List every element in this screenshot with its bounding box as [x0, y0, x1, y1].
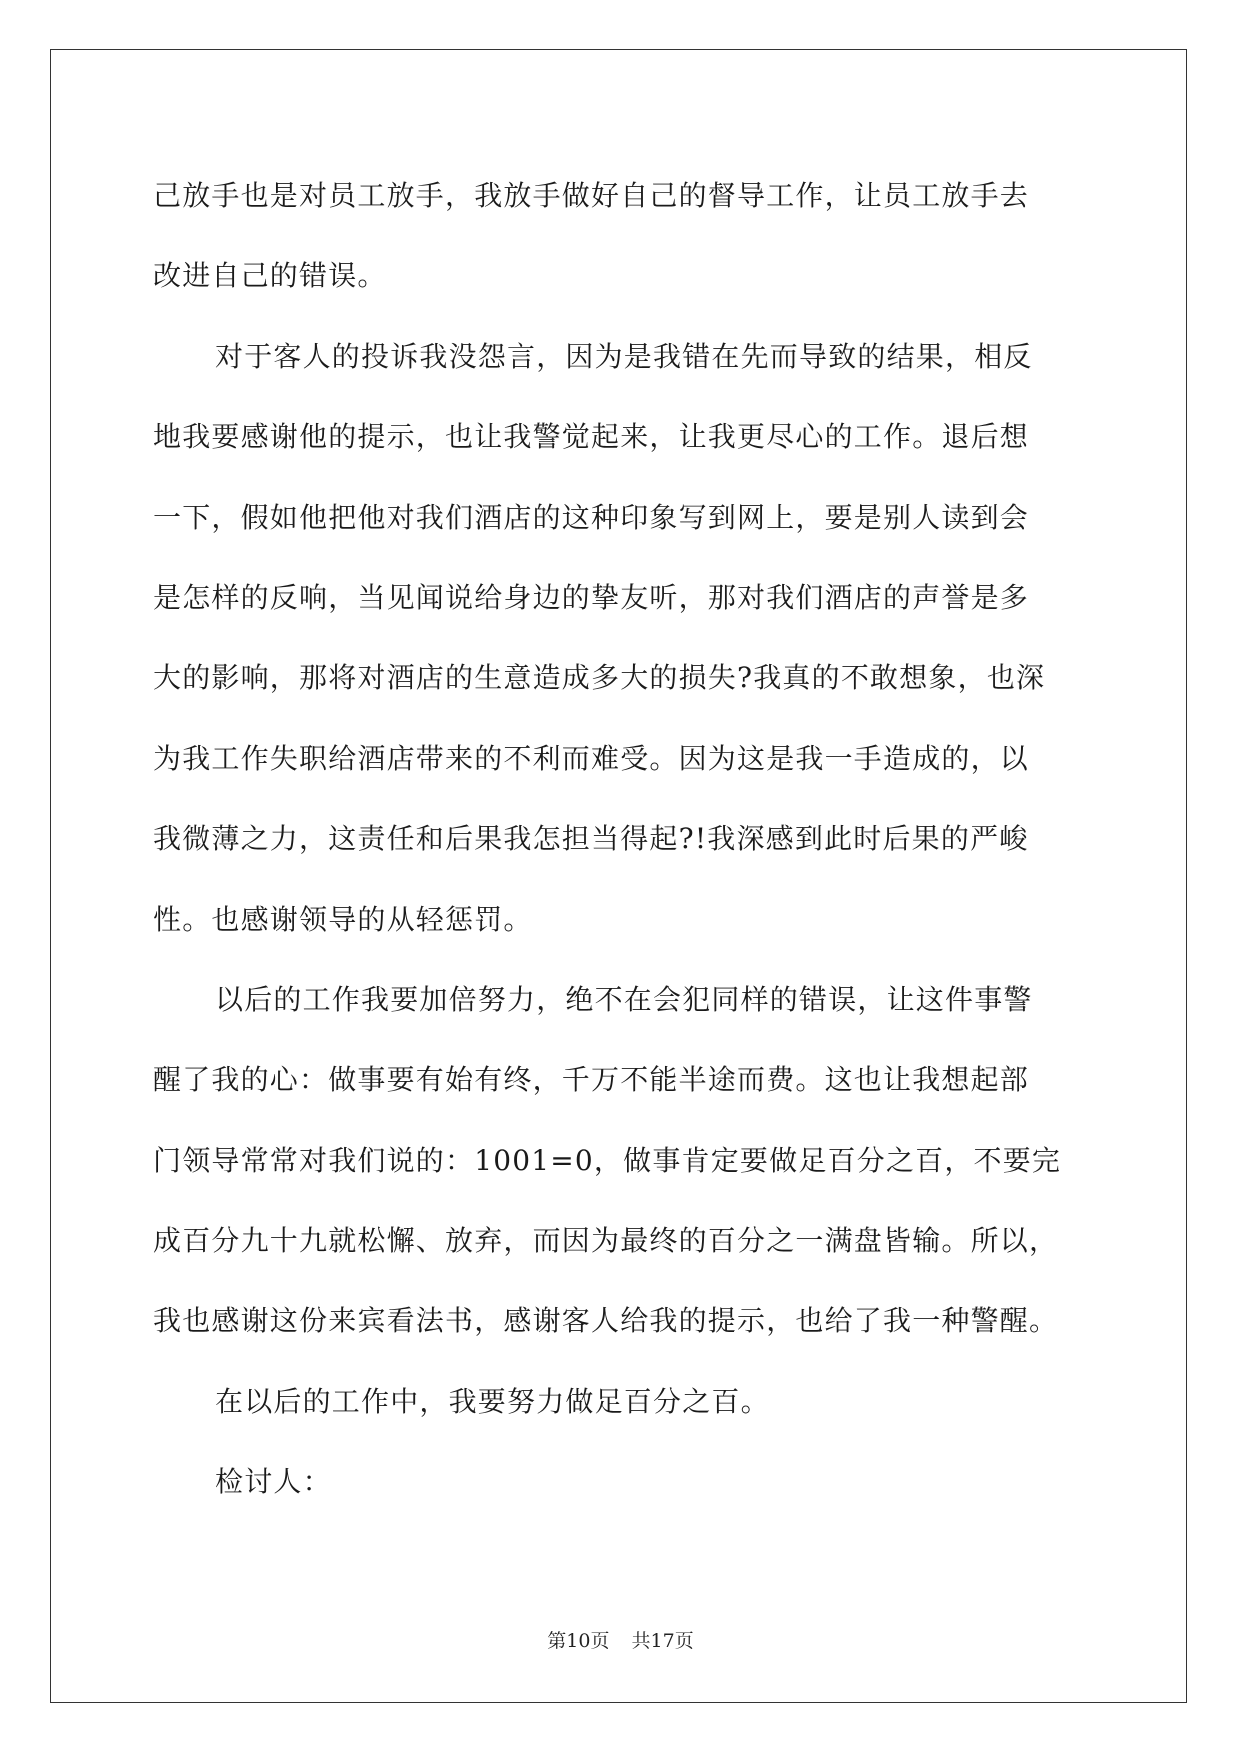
text-line: 门领导常常对我们说的：1001=0，做事肯定要做足百分之百，不要完	[153, 1143, 1062, 1177]
text-line: 性。也感谢领导的从轻惩罚。	[153, 902, 533, 936]
text-line: 成百分九十九就松懈、放弃，而因为最终的百分之一满盘皆输。所以，	[153, 1224, 1059, 1258]
paragraph-start-line: 对于客人的投诉我没怨言，因为是我错在先而导致的结果，相反	[215, 339, 1033, 373]
text-line: 一下，假如他把他对我们酒店的这种印象写到网上，要是别人读到会	[153, 500, 1030, 534]
total-pages: 共17页	[631, 1630, 694, 1652]
text-line: 我微薄之力，这责任和后果我怎担当得起?!我深感到此时后果的严峻	[153, 822, 1029, 856]
page-number: 第10页	[547, 1630, 610, 1652]
text-line: 醒了我的心：做事要有始有终，千万不能半途而费。这也让我想起部	[153, 1063, 1030, 1097]
page-footer	[0, 1626, 1241, 1653]
paragraph-start-line: 以后的工作我要加倍努力，绝不在会犯同样的错误，让这件事警	[215, 982, 1033, 1016]
text-line: 地我要感谢他的提示，也让我警觉起来，让我更尽心的工作。退后想	[153, 420, 1030, 454]
paragraph-start-line: 在以后的工作中，我要努力做足百分之百。	[215, 1384, 770, 1418]
signature-label: 检讨人：	[215, 1465, 332, 1499]
text-line: 改进自己的错误。	[153, 259, 387, 293]
text-line: 为我工作失职给酒店带来的不利而难受。因为这是我一手造成的，以	[153, 741, 1030, 775]
text-line: 大的影响，那将对酒店的生意造成多大的损失?我真的不敢想象，也深	[153, 661, 1046, 695]
text-line: 己放手也是对员工放手，我放手做好自己的督导工作，让员工放手去	[153, 179, 1030, 212]
document-body	[153, 160, 1088, 1527]
text-line: 是怎样的反响，当见闻说给身边的挚友听，那对我们酒店的声誉是多	[153, 580, 1030, 614]
text-line: 我也感谢这份来宾看法书，感谢客人给我的提示，也给了我一种警醒。	[153, 1304, 1059, 1338]
